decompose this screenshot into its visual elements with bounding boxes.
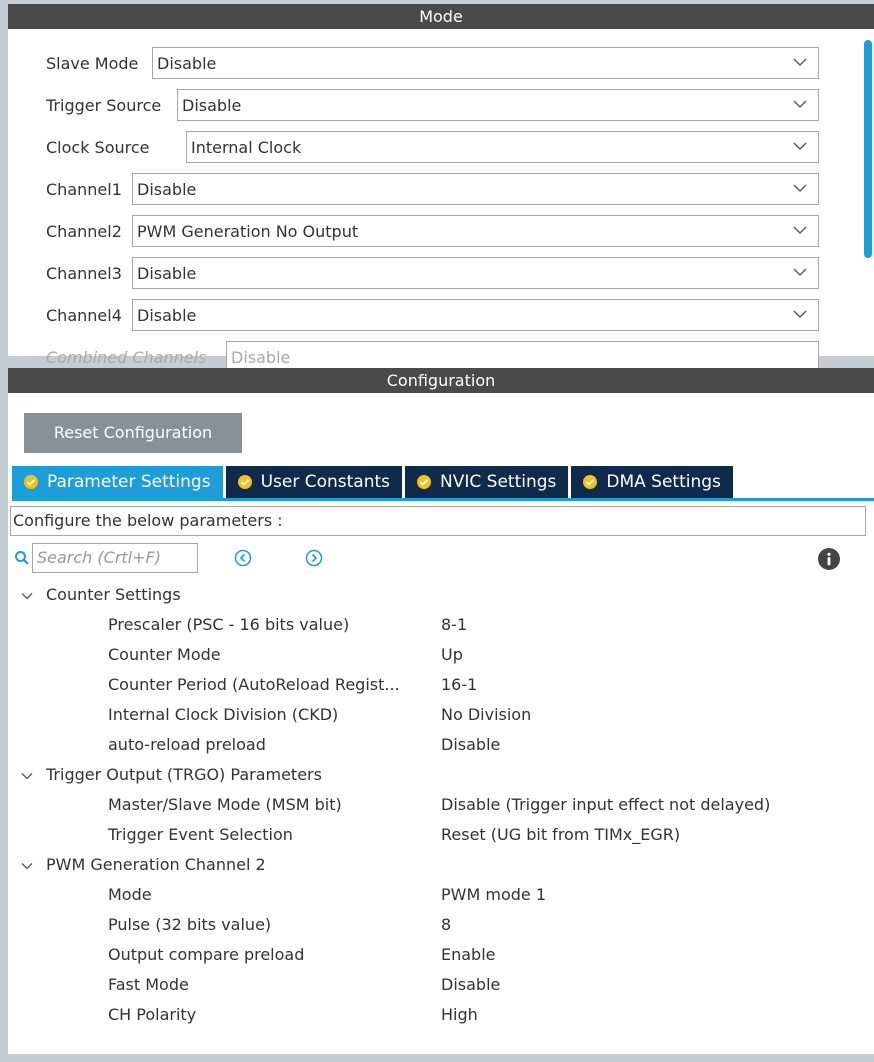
param-row[interactable] [8, 790, 874, 820]
tab-label: DMA Settings [606, 472, 721, 492]
param-row[interactable] [8, 940, 874, 970]
combined-channels-label: Combined Channels [46, 347, 207, 367]
channel4-row [46, 300, 124, 330]
configuration-panel [8, 368, 874, 1054]
chevron-down-icon [792, 138, 808, 154]
channel4-value: Disable [137, 305, 197, 325]
chevron-down-icon[interactable] [20, 859, 34, 873]
param-row[interactable] [8, 640, 874, 670]
clock-source-label: Clock Source [46, 137, 150, 157]
slave-mode-row [46, 48, 140, 78]
slave-mode-label: Slave Mode [46, 53, 139, 73]
chevron-down-icon [792, 264, 808, 280]
param-row[interactable] [8, 820, 874, 850]
trigger-source-row [46, 90, 163, 120]
tab-label: NVIC Settings [440, 472, 557, 492]
channel3-value: Disable [137, 263, 197, 283]
param-name: Trigger Event Selection [108, 825, 293, 844]
param-value[interactable]: PWM mode 1 [441, 885, 546, 904]
config-tabs [12, 466, 736, 498]
param-row[interactable] [8, 1000, 874, 1030]
param-row[interactable] [8, 700, 874, 730]
channel2-value: PWM Generation No Output [137, 221, 359, 241]
param-name: Counter Mode [108, 645, 221, 664]
param-name: Counter Period (AutoReload Regist... [108, 675, 400, 694]
trigger-source-value: Disable [182, 95, 242, 115]
channel3-row [46, 258, 124, 288]
tab-parameter-settings[interactable] [12, 466, 223, 498]
param-value[interactable]: 8-1 [441, 615, 468, 634]
param-value[interactable]: Reset (UG bit from TIMx_EGR) [441, 825, 681, 844]
group-counter-settings[interactable] [8, 580, 874, 610]
channel3-select[interactable] [132, 257, 819, 289]
clock-source-select[interactable] [186, 131, 819, 163]
next-icon[interactable] [305, 549, 323, 567]
scrollbar-thumb[interactable] [864, 40, 872, 258]
trigger-source-select[interactable] [177, 89, 819, 121]
group-label: Trigger Output (TRGO) Parameters [46, 765, 322, 784]
param-name: auto-reload preload [108, 735, 266, 754]
mode-header: Mode [8, 4, 874, 29]
parameters-description: Configure the below parameters : [10, 506, 866, 536]
slave-mode-value: Disable [157, 53, 217, 73]
tab-user-constants[interactable] [226, 466, 402, 498]
param-row[interactable] [8, 730, 874, 760]
channel1-select[interactable] [132, 173, 819, 205]
group-pwm-generation-channel-2[interactable] [8, 850, 874, 880]
param-name: Output compare preload [108, 945, 305, 964]
tab-nvic-settings[interactable] [405, 466, 568, 498]
param-name: Fast Mode [108, 975, 189, 994]
check-circle-icon [417, 475, 431, 489]
previous-icon[interactable] [234, 549, 252, 567]
check-circle-icon [238, 475, 252, 489]
param-name: Prescaler (PSC - 16 bits value) [108, 615, 350, 634]
param-row[interactable] [8, 880, 874, 910]
chevron-down-icon[interactable] [20, 589, 34, 603]
channel2-select[interactable] [132, 215, 819, 247]
param-row[interactable] [8, 910, 874, 940]
tab-underline [12, 498, 874, 501]
trigger-source-label: Trigger Source [46, 95, 162, 115]
combined-channels-value: Disable [231, 347, 291, 367]
param-name: Master/Slave Mode (MSM bit) [108, 795, 342, 814]
group-trigger-output[interactable] [8, 760, 874, 790]
tab-dma-settings[interactable] [571, 466, 733, 498]
param-name: Mode [108, 885, 152, 904]
param-value[interactable]: 16-1 [441, 675, 478, 694]
chevron-down-icon [792, 54, 808, 70]
mode-panel [8, 4, 874, 367]
tab-label: User Constants [260, 472, 391, 492]
param-name: CH Polarity [108, 1005, 197, 1024]
search-bar [14, 543, 198, 573]
param-value[interactable]: Disable (Trigger input effect not delayed) [441, 795, 771, 814]
check-circle-icon [24, 475, 38, 489]
configuration-header: Configuration [8, 368, 874, 393]
channel2-label: Channel2 [46, 221, 122, 241]
search-icon [14, 550, 30, 566]
chevron-down-icon[interactable] [20, 769, 34, 783]
clock-source-row [46, 132, 152, 162]
clock-source-value: Internal Clock [191, 137, 302, 157]
param-value[interactable]: 8 [441, 915, 452, 934]
param-value[interactable]: No Division [441, 705, 532, 724]
chevron-down-icon [792, 222, 808, 238]
param-value[interactable]: Enable [441, 945, 496, 964]
param-value[interactable]: Up [441, 645, 463, 664]
param-name: Internal Clock Division (CKD) [108, 705, 339, 724]
param-row[interactable] [8, 970, 874, 1000]
search-input[interactable]: Search (Crtl+F) [32, 543, 198, 573]
param-row[interactable] [8, 670, 874, 700]
parameter-tree [8, 580, 874, 1030]
channel3-label: Channel3 [46, 263, 122, 283]
reset-configuration-button[interactable]: Reset Configuration [24, 413, 242, 453]
param-value[interactable]: High [441, 1005, 478, 1024]
param-name: Pulse (32 bits value) [108, 915, 272, 934]
tab-label: Parameter Settings [47, 472, 211, 492]
channel2-row [46, 216, 124, 246]
chevron-down-icon [792, 306, 808, 322]
channel4-select[interactable] [132, 299, 819, 331]
group-label: PWM Generation Channel 2 [46, 855, 266, 874]
group-label: Counter Settings [46, 585, 181, 604]
param-value[interactable]: Disable [441, 735, 501, 754]
channel1-value: Disable [137, 179, 197, 199]
channel4-label: Channel4 [46, 305, 122, 325]
slave-mode-select[interactable] [152, 47, 819, 79]
channel1-row [46, 174, 124, 204]
chevron-down-icon [792, 180, 808, 196]
mode-scrollbar[interactable] [862, 40, 874, 260]
check-circle-icon [583, 475, 597, 489]
channel1-label: Channel1 [46, 179, 122, 199]
param-value[interactable]: Disable [441, 975, 501, 994]
chevron-down-icon [792, 96, 808, 112]
param-row[interactable] [8, 610, 874, 640]
info-icon[interactable] [818, 548, 840, 570]
